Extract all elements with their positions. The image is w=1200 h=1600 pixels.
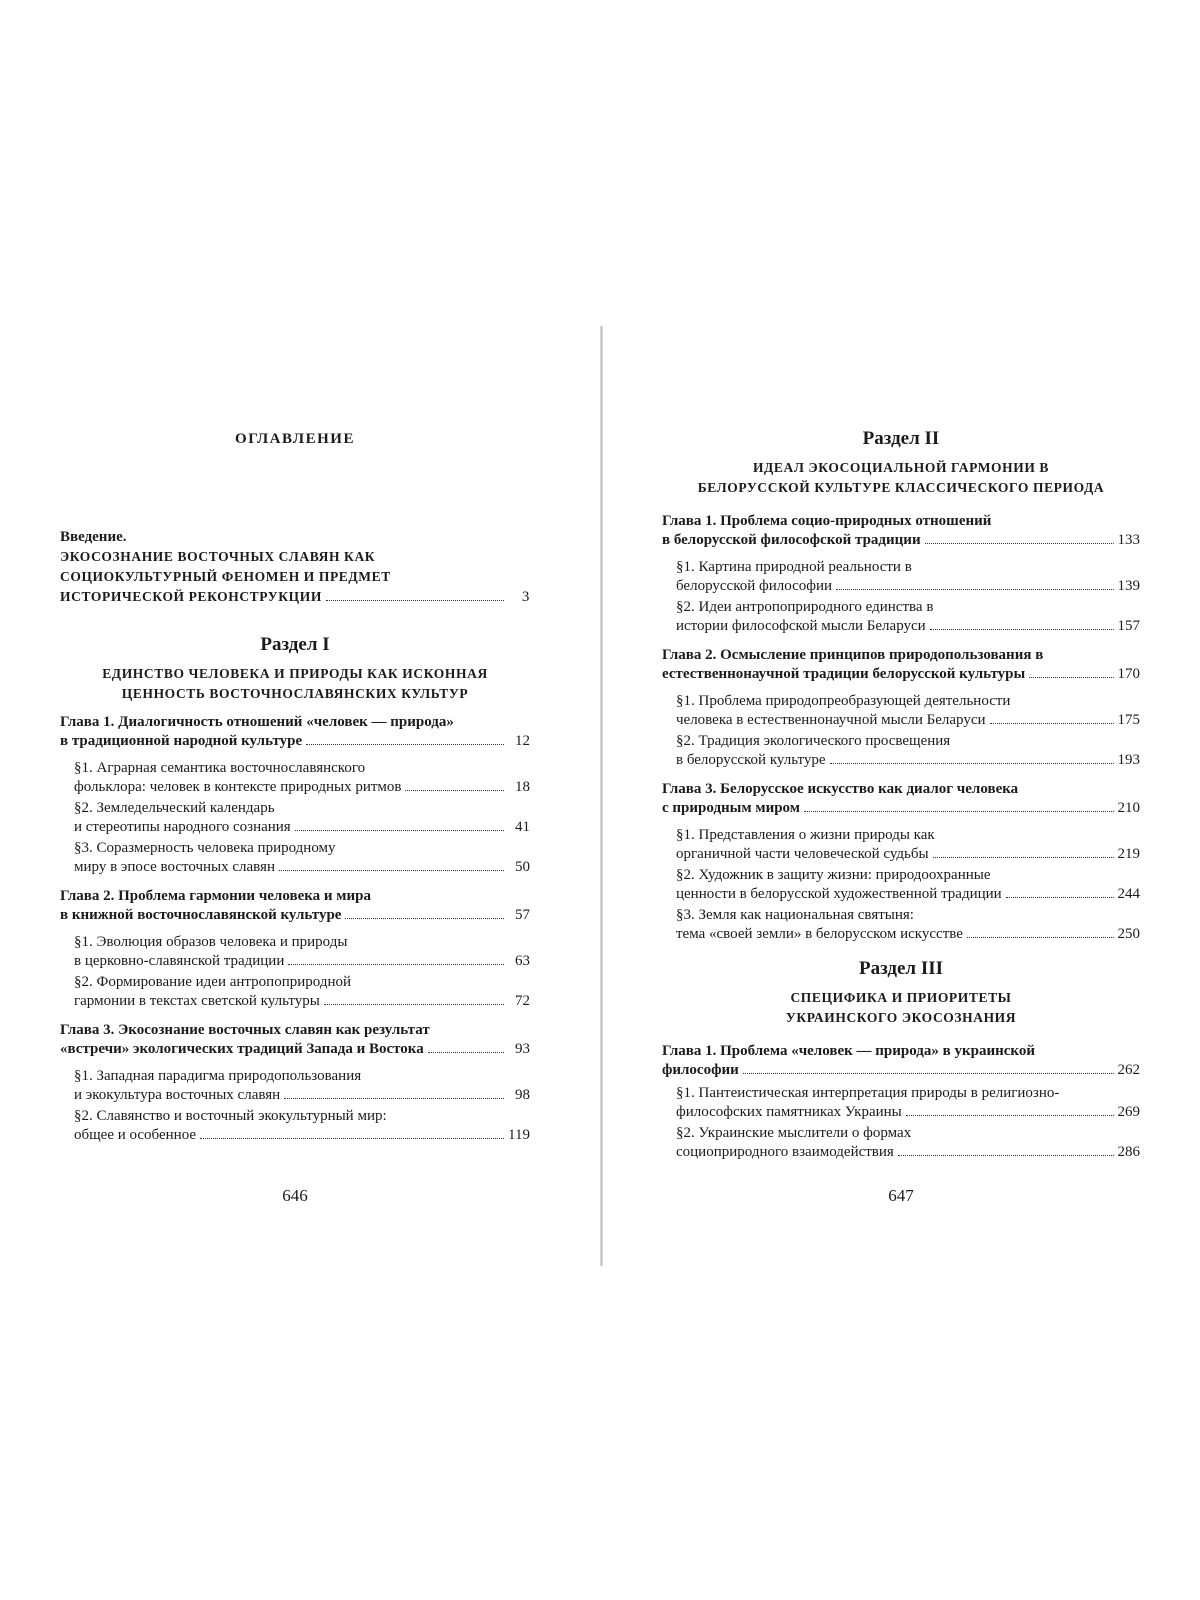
- dot-leader: [1029, 677, 1113, 678]
- chapter-entry: [662, 512, 1140, 550]
- paragraph-entry: [662, 732, 1140, 770]
- dot-leader: [990, 723, 1114, 724]
- section-1-heading: Раздел I: [260, 634, 330, 655]
- paragraph-title-end: социоприродного взаимодействия: [676, 1144, 894, 1160]
- chapter-title-line: Глава 1. Проблема «человек — природа» в украинской: [662, 1043, 1035, 1059]
- paragraph-page-number: 193: [1117, 752, 1140, 768]
- dot-leader: [345, 918, 504, 919]
- paragraph-entry: [60, 1107, 530, 1145]
- paragraph-title-line: §1. Западная парадигма природопользования: [74, 1068, 362, 1084]
- paragraph-title-line: §2. Земледельческий календарь: [74, 800, 275, 816]
- dot-leader: [804, 811, 1114, 812]
- paragraph-entry: [662, 866, 1140, 904]
- paragraph-title-end: миру в эпосе восточных славян: [74, 859, 275, 875]
- paragraph-title-line: [662, 1103, 1140, 1122]
- paragraph-entry: [662, 1084, 1140, 1122]
- paragraph-title-line: §2. Идеи антропоприродного единства в: [676, 599, 934, 615]
- introduction-last-line: ИСТОРИЧЕСКОЙ РЕКОНСТРУКЦИИ: [60, 589, 322, 604]
- chapter-title-end: «встречи» экологических традиций Запада и Востока: [60, 1041, 424, 1057]
- dot-leader: [295, 830, 504, 831]
- chapter-title-line: Глава 1. Проблема социо-природных отношений: [662, 513, 992, 529]
- paragraph-entry: [662, 598, 1140, 636]
- dot-leader: [898, 1155, 1114, 1156]
- paragraph-title-line: [662, 751, 1140, 770]
- paragraph-page-number: 41: [515, 819, 530, 835]
- dot-leader: [306, 744, 504, 745]
- section-3-subtitle-line: СПЕЦИФИКА И ПРИОРИТЕТЫ: [790, 990, 1012, 1005]
- chapter-title-line: [60, 1040, 530, 1059]
- dot-leader: [743, 1073, 1114, 1074]
- chapter-title-end: естественнонаучной традиции белорусской культуры: [662, 666, 1026, 682]
- chapter-page-number: 170: [1117, 666, 1140, 682]
- dot-leader: [1006, 897, 1114, 898]
- paragraph-page-number: 50: [515, 859, 530, 875]
- paragraph-title-line: §1. Пантеистическая интерпретация природы в религиозно-: [676, 1085, 1060, 1101]
- chapter-title-end: философии: [662, 1062, 739, 1078]
- paragraph-title-line: §2. Украинские мыслители о формах: [676, 1125, 912, 1141]
- chapter-title-line: [662, 799, 1140, 818]
- chapter-page-number: 262: [1117, 1062, 1140, 1078]
- paragraph-title-line: [662, 577, 1140, 596]
- paragraph-title-line: §1. Аграрная семантика восточнославянского: [74, 760, 366, 776]
- dot-leader: [925, 543, 1114, 544]
- paragraph-title-line: [60, 952, 530, 971]
- paragraph-title-end: гармонии в текстах светской культуры: [74, 993, 320, 1009]
- paragraph-title-line: [662, 885, 1140, 904]
- paragraph-entry: [60, 973, 530, 1011]
- chapter-page-number: 93: [515, 1041, 530, 1057]
- paragraph-page-number: 175: [1117, 712, 1140, 728]
- paragraph-title-end: и экокультура восточных славян: [74, 1087, 281, 1103]
- paragraph-entry: [662, 826, 1140, 864]
- page-number: 647: [888, 1186, 914, 1205]
- paragraph-title-end: и стереотипы народного сознания: [74, 819, 291, 835]
- chapter-title-line: [662, 1061, 1140, 1080]
- dot-leader: [279, 870, 504, 871]
- paragraph-page-number: 18: [515, 779, 530, 795]
- paragraph-page-number: 72: [515, 993, 530, 1009]
- section-2-subtitle-line: БЕЛОРУССКОЙ КУЛЬТУРЕ КЛАССИЧЕСКОГО ПЕРИОДА: [697, 480, 1105, 495]
- paragraph-page-number: 139: [1117, 578, 1140, 594]
- paragraph-title-line: [60, 778, 530, 797]
- paragraph-title-line: §1. Проблема природопреобразующей деятельности: [676, 693, 1011, 709]
- chapter-page-number: 12: [515, 733, 530, 749]
- paragraph-title-end: тема «своей земли» в белорусском искусстве: [676, 926, 963, 942]
- chapter-title-line: Глава 3. Белорусское искусство как диалог человека: [662, 781, 1019, 797]
- paragraph-entry: [662, 906, 1140, 944]
- dot-leader: [200, 1138, 504, 1139]
- section-1-subtitle-line: ЦЕННОСТЬ ВОСТОЧНОСЛАВЯНСКИХ КУЛЬТУР: [121, 686, 469, 701]
- dot-leader: [288, 964, 504, 965]
- chapter-title-line: Глава 2. Проблема гармонии человека и мира: [60, 888, 371, 904]
- chapter-entry: [662, 1042, 1140, 1080]
- paragraph-page-number: 250: [1117, 926, 1140, 942]
- paragraph-title-line: [662, 925, 1140, 944]
- paragraph-page-number: 244: [1117, 886, 1140, 902]
- dot-leader: [324, 1004, 504, 1005]
- paragraph-title-line: §3. Соразмерность человека природному: [74, 840, 336, 856]
- paragraph-entry: [662, 1124, 1140, 1162]
- dot-leader: [967, 937, 1114, 938]
- paragraph-title-end: белорусской философии: [676, 578, 833, 594]
- paragraph-entry: [60, 759, 530, 797]
- paragraph-title-line: §2. Формирование идеи антропоприродной: [74, 974, 352, 990]
- paragraph-title-line: [662, 711, 1140, 730]
- paragraph-title-line: [60, 992, 530, 1011]
- dot-leader: [836, 589, 1113, 590]
- chapter-page-number: 210: [1117, 800, 1140, 816]
- section-2-subtitle-line: ИДЕАЛ ЭКОСОЦИАЛЬНОЙ ГАРМОНИИ В: [752, 460, 1050, 475]
- paragraph-page-number: 219: [1117, 846, 1140, 862]
- paragraph-title-end: истории философской мысли Беларуси: [676, 618, 926, 634]
- dot-leader: [326, 600, 504, 601]
- introduction-title-line: СОЦИОКУЛЬТУРНЫЙ ФЕНОМЕН И ПРЕДМЕТ: [60, 569, 391, 584]
- chapter-title-line: Глава 3. Экосознание восточных славян как результат: [60, 1022, 430, 1038]
- paragraph-page-number: 63: [515, 953, 530, 969]
- chapter-entry: [662, 780, 1140, 818]
- chapter-title-end: в книжной восточнославянской культуре: [60, 907, 342, 923]
- paragraph-title-line: [662, 845, 1140, 864]
- introduction-title-line: [60, 587, 530, 607]
- paragraph-title-line: §1. Картина природной реальности в: [676, 559, 912, 575]
- paragraph-title-line: [60, 1126, 530, 1145]
- chapter-entry: [662, 646, 1140, 684]
- dot-leader: [284, 1098, 504, 1099]
- paragraph-title-end: фольклора: человек в контексте природных ритмов: [74, 779, 402, 795]
- paragraph-title-line: [60, 858, 530, 877]
- dot-leader: [405, 790, 504, 791]
- dot-leader: [428, 1052, 504, 1053]
- page-number: 646: [282, 1186, 308, 1205]
- paragraph-title-line: [60, 1086, 530, 1105]
- paragraph-entry: [60, 933, 530, 971]
- paragraph-title-line: §2. Славянство и восточный экокультурный мир:: [74, 1108, 387, 1124]
- introduction-page-number: 3: [521, 589, 530, 605]
- paragraph-title-line: §2. Традиция экологического просвещения: [676, 733, 951, 749]
- introduction-title-line: ЭКОСОЗНАНИЕ ВОСТОЧНЫХ СЛАВЯН КАК: [60, 549, 376, 564]
- section-3-subtitle-line: УКРАИНСКОГО ЭКОСОЗНАНИЯ: [785, 1010, 1017, 1025]
- paragraph-title-end: органичной части человеческой судьбы: [676, 846, 929, 862]
- paragraph-title-end: философских памятниках Украины: [676, 1104, 902, 1120]
- chapter-page-number: 133: [1117, 532, 1140, 548]
- paragraph-title-line: [662, 617, 1140, 636]
- section-1-subtitle-line: ЕДИНСТВО ЧЕЛОВЕКА И ПРИРОДЫ КАК ИСКОННАЯ: [102, 666, 488, 681]
- book-gutter: [600, 326, 603, 1266]
- paragraph-page-number: 119: [508, 1127, 530, 1143]
- chapter-title-end: с природным миром: [662, 800, 800, 816]
- toc-title: ОГЛАВЛЕНИЕ: [235, 431, 355, 447]
- paragraph-page-number: 157: [1117, 618, 1140, 634]
- paragraph-title-end: общее и особенное: [74, 1127, 197, 1143]
- chapter-title-line: [60, 732, 530, 751]
- introduction-label: Введение.: [60, 529, 127, 545]
- paragraph-entry: [662, 558, 1140, 596]
- paragraph-entry: [662, 692, 1140, 730]
- chapter-title-line: [662, 531, 1140, 550]
- paragraph-page-number: 269: [1117, 1104, 1140, 1120]
- paragraph-title-end: человека в естественнонаучной мысли Беларуси: [676, 712, 986, 728]
- chapter-list: [662, 1042, 1140, 1162]
- chapter-title-end: в традиционной народной культуре: [60, 733, 303, 749]
- paragraph-title-end: ценности в белорусской художественной традиции: [676, 886, 1002, 902]
- paragraph-title-line: §2. Художник в защиту жизни: природоохранные: [676, 867, 991, 883]
- chapter-list: [662, 512, 1140, 944]
- paragraph-page-number: 98: [515, 1087, 530, 1103]
- paragraph-page-number: 286: [1117, 1144, 1140, 1160]
- introduction-entry: [60, 528, 530, 607]
- paragraph-title-line: §1. Представления о жизни природы как: [676, 827, 935, 843]
- chapter-title-end: в белорусской философской традиции: [662, 532, 921, 548]
- chapter-entry: [60, 1021, 530, 1059]
- paragraph-title-line: [60, 818, 530, 837]
- section-2-heading: Раздел II: [862, 428, 940, 449]
- dot-leader: [933, 857, 1114, 858]
- paragraph-title-line: [662, 1143, 1140, 1162]
- paragraph-title-line: §1. Эволюция образов человека и природы: [74, 934, 348, 950]
- chapter-entry: [60, 713, 530, 751]
- dot-leader: [906, 1115, 1114, 1116]
- chapter-title-line: Глава 1. Диалогичность отношений «человек — природа»: [60, 714, 454, 730]
- section-3-heading: Раздел III: [858, 958, 944, 979]
- chapter-title-line: [60, 906, 530, 925]
- paragraph-entry: [60, 799, 530, 837]
- dot-leader: [930, 629, 1114, 630]
- chapter-title-line: [662, 665, 1140, 684]
- dot-leader: [830, 763, 1114, 764]
- chapter-list: [60, 713, 530, 1145]
- paragraph-title-line: §3. Земля как национальная святыня:: [676, 907, 914, 923]
- paragraph-title-end: в церковно-славянской традиции: [74, 953, 285, 969]
- chapter-title-line: Глава 2. Осмысление принципов природопользования в: [662, 647, 1044, 663]
- paragraph-entry: [60, 839, 530, 877]
- paragraph-title-end: в белорусской культуре: [676, 752, 826, 768]
- chapter-page-number: 57: [515, 907, 530, 923]
- chapter-entry: [60, 887, 530, 925]
- paragraph-entry: [60, 1067, 530, 1105]
